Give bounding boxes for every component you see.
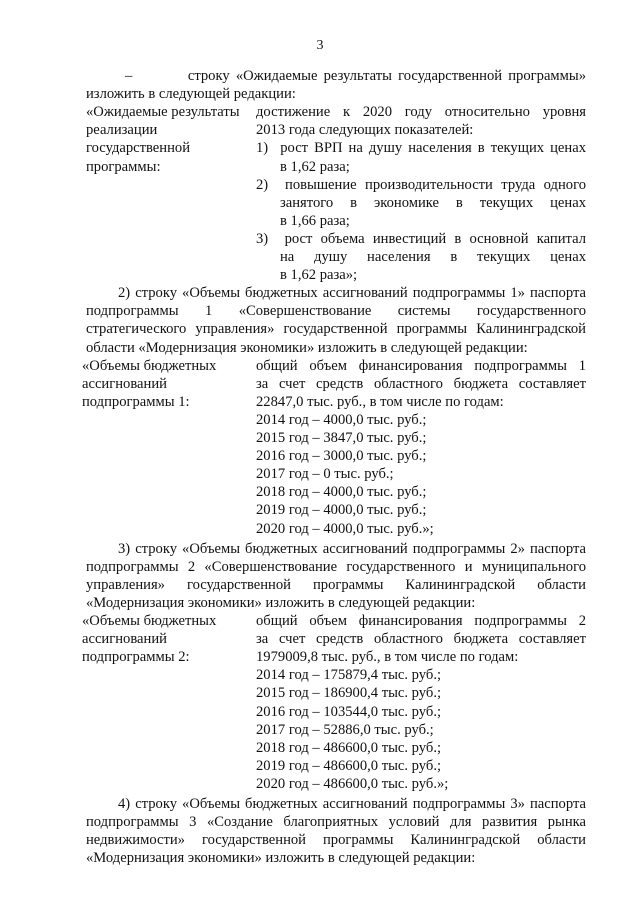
section1-label-line: программы: — [86, 158, 161, 175]
section3-intro-line: управления» государственной программы Калининградской области — [86, 576, 586, 593]
section3-value-line: 1979009,8 тыс. руб., в том числе по годам: — [256, 649, 519, 666]
section4-intro-line: подпрограммы 3 «Создание благоприятных условий для развития рынка — [86, 814, 586, 831]
section1-value-line: занятого в экономике в текущих ценах — [280, 194, 586, 211]
section3-intro-line: подпрограммы 2 «Совершенствование государственного и муниципального — [86, 558, 586, 575]
section2-value-line: 2020 год – 4000,0 тыс. руб.»; — [256, 520, 434, 537]
section3-label-line: подпрограммы 2: — [82, 649, 190, 666]
section3-value-line: за счет средств областного бюджета составляет — [256, 631, 586, 648]
section2-label-line: ассигнований — [82, 375, 167, 392]
section2-intro-line: области «Модернизация экономики» изложить в следующей редакции: — [86, 339, 528, 356]
page-number: 3 — [316, 38, 324, 53]
section4-intro-line: «Модернизация экономики» изложить в следующей редакции: — [86, 850, 476, 867]
section1-value-line: 1) рост ВРП на душу населения в текущих ценах — [256, 140, 586, 157]
section1-value-line: 2) повышение производительности труда одного — [256, 176, 586, 193]
section2-intro-line: подпрограммы 1 «Совершенствование системы государственного — [86, 303, 586, 320]
section1-intro-line: изложить в следующей редакции: — [86, 86, 296, 103]
section2-intro-line: стратегического управления» государственной программы Калининградской — [86, 321, 586, 338]
section3-label-line: ассигнований — [82, 631, 167, 648]
section2-value-line: 2015 год – 3847,0 тыс. руб.; — [256, 430, 427, 446]
section3-value-line: 2018 год – 486600,0 тыс. руб.; — [256, 739, 442, 756]
section1-intro-line: – строку «Ожидаемые результаты государственной программы» — [125, 68, 586, 84]
section2-value-line: 2018 год – 4000,0 тыс. руб.; — [256, 484, 427, 501]
section2-label-line: подпрограммы 1: — [82, 393, 190, 410]
section3-value-line: 2015 год – 186900,4 тыс. руб.; — [256, 685, 442, 702]
section1-label-line: государственной — [86, 140, 191, 157]
section3-value-line: 2016 год – 103544,0 тыс. руб.; — [256, 703, 442, 720]
section3-intro-line: «Модернизация экономики» изложить в следующей редакции: — [86, 594, 476, 611]
section1-value-line: 2013 года следующих показателей: — [256, 122, 474, 139]
section3-value-line: общий объем финансирования подпрограммы 2 — [256, 613, 586, 629]
section1-value-line: 3) рост объема инвестиций в основной капитал — [256, 230, 586, 247]
section3-label-line: «Объемы бюджетных — [82, 613, 217, 629]
section2-label-line: «Объемы бюджетных — [82, 357, 217, 374]
section2-value-line: 2017 год – 0 тыс. руб.; — [256, 466, 394, 483]
section2-intro-line: 2) строку «Объемы бюджетных ассигнований подпрограммы 1» паспорта — [118, 285, 586, 302]
section1-label-line: «Ожидаемые результаты — [86, 104, 240, 121]
section1-value-line: в 1,66 раза; — [280, 212, 350, 229]
section3-value-line: 2014 год – 175879,4 тыс. руб.; — [256, 667, 442, 684]
section1-label-line: реализации — [86, 122, 158, 139]
section2-value-line: 2014 год – 4000,0 тыс. руб.; — [256, 411, 427, 428]
section3-intro-line: 3) строку «Объемы бюджетных ассигнований подпрограммы 2» паспорта — [118, 540, 586, 557]
section1-value-line: в 1,62 раза»; — [280, 267, 358, 284]
section2-value-line: общий объем финансирования подпрограммы 1 — [256, 357, 586, 374]
section1-value-line: в 1,62 раза; — [280, 158, 350, 175]
section4-intro-line: недвижимости» государственной программы Калининградской области — [86, 832, 586, 849]
section2-value-line: 2019 год – 4000,0 тыс. руб.; — [256, 502, 427, 519]
section1-value-line: достижение к 2020 году относительно уровня — [256, 104, 586, 121]
section1-value-line: на душу населения в текущих ценах — [280, 249, 586, 265]
section3-value-line: 2017 год – 52886,0 тыс. руб.; — [256, 721, 434, 738]
section2-value-line: 22847,0 тыс. руб., в том числе по годам: — [256, 393, 504, 410]
section3-value-line: 2020 год – 486600,0 тыс. руб.»; — [256, 775, 449, 792]
section2-value-line: за счет средств областного бюджета составляет — [256, 375, 586, 392]
section4-intro-line: 4) строку «Объемы бюджетных ассигнований подпрограммы 3» паспорта — [118, 796, 586, 812]
section2-value-line: 2016 год – 3000,0 тыс. руб.; — [256, 448, 427, 465]
section3-value-line: 2019 год – 486600,0 тыс. руб.; — [256, 757, 442, 774]
